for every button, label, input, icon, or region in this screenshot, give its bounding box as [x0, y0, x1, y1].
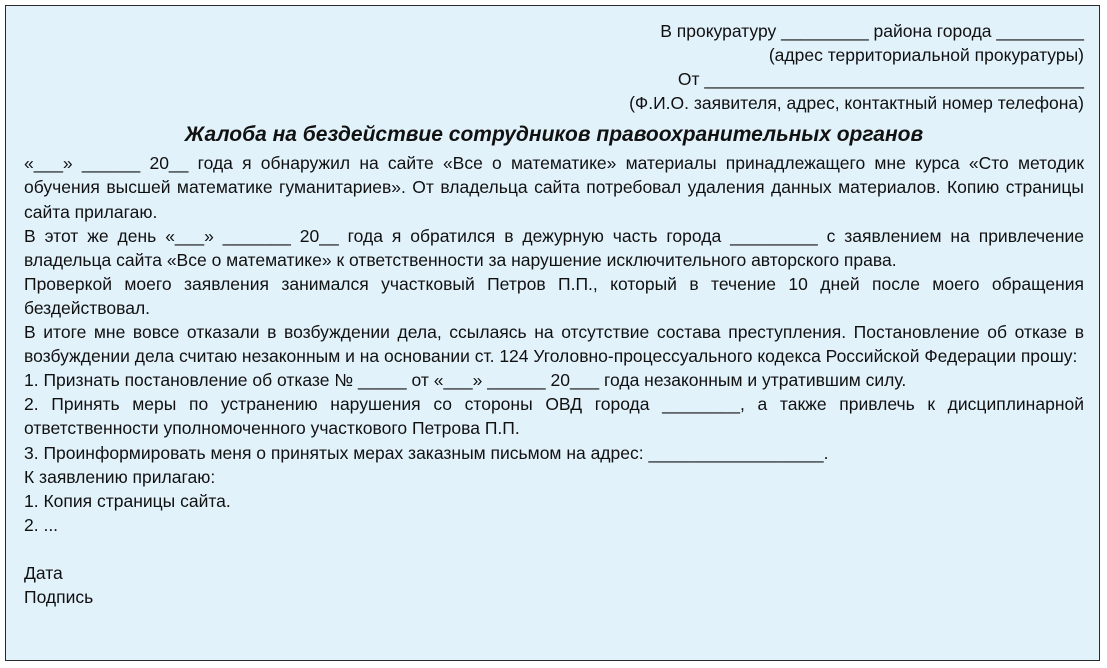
- paragraph-police-report: В этот же день «___» _______ 20__ года я обратился в дежурную часть города _________ с заявлением на привлечение владельца сайта «Все о математике» к ответственности за нарушение исключительного авторского права.: [24, 225, 1084, 270]
- addressee-hint: (адрес территориальной прокуратуры): [768, 45, 1084, 66]
- signature-field: Подпись: [24, 586, 94, 607]
- attachment-item-1: 1. Копия страницы сайта.: [24, 490, 231, 511]
- sender-line: От _______________________________________: [677, 69, 1084, 90]
- paragraph-inaction: Проверкой моего заявления занимался участковый Петров П.П., который в течение 10 дней после моего обращения бездействовал.: [24, 273, 1084, 318]
- date-field: Дата: [24, 562, 63, 583]
- request-item-3: 3. Проинформировать меня о принятых мерах заказным письмом на адрес: __________________.: [24, 442, 829, 463]
- addressee-line: В прокуратуру _________ района города _________: [660, 21, 1084, 41]
- document-title: Жалоба на бездействие сотрудников правоохранительных органов: [184, 123, 924, 147]
- request-item-2: 2. Принять меры по устранению нарушения со стороны ОВД города ________, а также привлечь к дисциплинарной ответственности уполномоченного участкового Петрова П.П.: [24, 394, 1084, 439]
- addressee-header: [24, 19, 1084, 115]
- attachment-item-2: 2. ...: [24, 514, 59, 535]
- request-item-1: 1. Признать постановление об отказе № _____ от «___» ______ 20___ года незаконным и утратившим силу.: [24, 370, 907, 391]
- spacer: [24, 537, 1084, 561]
- paragraph-discovery: «___» ______ 20__ года я обнаружил на сайте «Все о математике» материалы принадлежащего мне курса «Сто методик обучения высшей математике гуманитариев». От владельца сайта потребовал удаления данных материалов. Копию страницы сайта прилагаю.: [24, 153, 1084, 222]
- paragraph-refusal: В итоге мне вовсе отказали в возбуждении дела, ссылаясь на отсутствие состава преступления. Постановление об отказе в возбуждении дела считаю незаконным и на основании ст. 124 Уголовно-процессуального кодекса Российской Федерации прошу:: [24, 322, 1084, 367]
- document-frame: [5, 5, 1100, 661]
- sender-hint: (Ф.И.О. заявителя, адрес, контактный номер телефона): [629, 93, 1084, 114]
- document-content: [24, 19, 1084, 609]
- attachments-title: К заявлению прилагаю:: [24, 466, 216, 487]
